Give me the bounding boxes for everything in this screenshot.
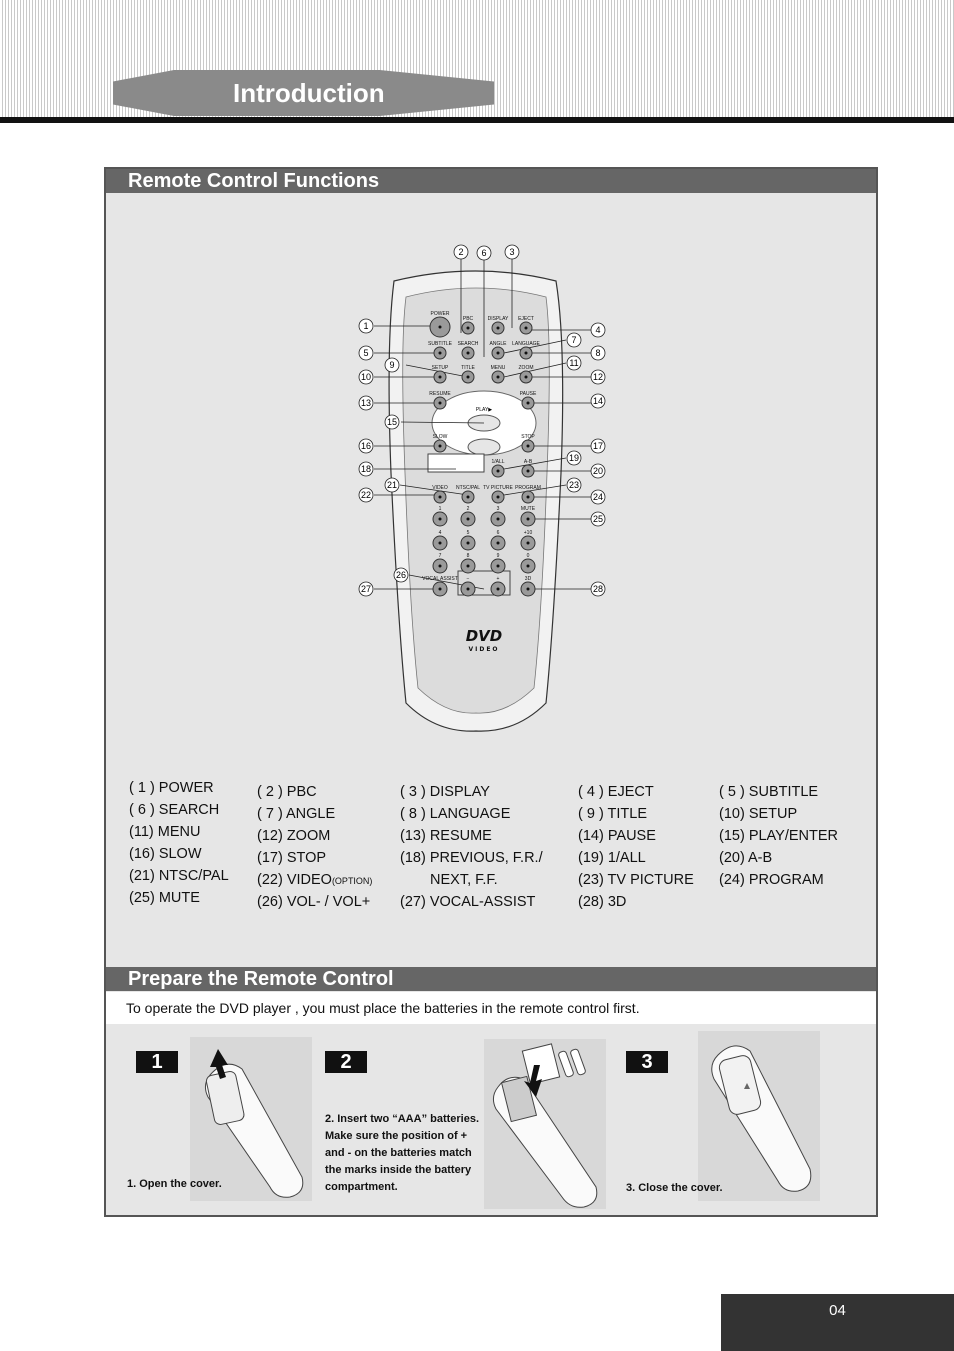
callout-c16: 16 — [360, 441, 372, 451]
number-n1-button-dot — [439, 518, 442, 521]
callout-c25: 25 — [592, 514, 604, 524]
callout-c28: 28 — [592, 584, 604, 594]
vol-plus-label: + — [496, 576, 500, 582]
number-plus10-label: +10 — [523, 530, 533, 536]
subtitle-label: SUBTITLE — [428, 341, 452, 347]
list-item: ( 2 ) PBC — [257, 784, 317, 800]
page-title: Introduction — [233, 78, 385, 108]
zoom-button-dot — [525, 376, 528, 379]
display-label: DISPLAY — [487, 316, 509, 322]
vocal-assist-button-dot — [439, 588, 442, 591]
step-3-badge: 3 — [626, 1051, 668, 1073]
list-item: (11) MENU — [129, 824, 201, 840]
callout-c19: 19 — [568, 453, 580, 463]
number-n4-button-dot — [439, 542, 442, 545]
number-n8-button-dot — [467, 565, 470, 568]
callout-c1: 1 — [363, 321, 369, 331]
setup-label: SETUP — [431, 365, 449, 371]
vocal-assist-label: VOCAL ASSIST — [422, 576, 458, 582]
title-label: TITLE — [461, 365, 475, 371]
tv-picture-button-dot — [497, 496, 500, 499]
vol-minus-label: − — [466, 576, 470, 582]
section-header-remote: Remote Control Functions — [106, 169, 876, 193]
prepare-intro: To operate the DVD player , you must place the batteries in the remote control first. — [106, 992, 876, 1024]
pbc-label: PBC — [462, 316, 474, 322]
number-n7-label: 7 — [438, 553, 442, 559]
functions-col-4 — [578, 781, 694, 913]
list-item: ( 4 ) EJECT — [578, 784, 654, 800]
callout-c20: 20 — [592, 466, 604, 476]
list-item: (21) NTSC/PAL — [129, 868, 229, 884]
step-1-caption: 1. Open the cover. — [127, 1178, 222, 1190]
functions-col-5 — [719, 781, 838, 891]
number-n6-button-dot — [497, 542, 500, 545]
resume-label: RESUME — [429, 391, 451, 397]
eject-label: EJECT — [518, 316, 534, 322]
pause-label: PAUSE — [519, 391, 537, 397]
list-item: (19) 1/ALL — [578, 850, 646, 866]
number-n6-label: 6 — [496, 530, 500, 536]
step-3-caption: 3. Close the cover. — [626, 1182, 723, 1194]
number-n8-label: 8 — [466, 553, 470, 559]
list-item: (23) TV PICTURE — [578, 872, 694, 888]
vol-plus-button-dot — [497, 588, 500, 591]
pause-button-dot — [527, 402, 530, 405]
stop-button-dot — [527, 445, 530, 448]
list-item: ( 9 ) TITLE — [578, 806, 648, 822]
callout-c8: 8 — [595, 348, 601, 358]
one-all-label: 1/ALL — [491, 459, 505, 465]
callout-c11: 11 — [569, 358, 579, 368]
list-item: (26) VOL- / VOL+ — [257, 894, 371, 910]
list-item: ( 8 ) LANGUAGE — [400, 806, 511, 822]
number-n9-button-dot — [497, 565, 500, 568]
step-3-image — [698, 1031, 820, 1201]
slow-button-dot — [439, 445, 442, 448]
title-button-dot — [467, 376, 470, 379]
number-n1-label: 1 — [438, 506, 442, 512]
callout-c2: 2 — [458, 247, 464, 257]
functions-col-2 — [257, 781, 372, 913]
dvd-video-logo: VIDEO — [468, 646, 500, 653]
stop-label: STOP — [521, 434, 535, 440]
callout-c14: 14 — [592, 396, 604, 406]
callout-c13: 13 — [360, 398, 372, 408]
number-n0-label: 0 — [526, 553, 530, 559]
power-button-dot — [439, 326, 442, 329]
step-1-badge: 1 — [136, 1051, 178, 1073]
section-header-prepare: Prepare the Remote Control — [106, 967, 876, 991]
callout-c4: 4 — [595, 325, 601, 335]
ab-label: A-B — [523, 459, 533, 465]
dvd-logo: DVD — [465, 627, 503, 645]
display-button-dot — [497, 327, 500, 330]
list-item: ( 3 ) DISPLAY — [400, 784, 490, 800]
list-item: (12) ZOOM — [257, 828, 331, 844]
ntsc-pal-label: NTSC/PAL — [455, 485, 481, 491]
list-item: (15) PLAY/ENTER — [719, 828, 838, 844]
video-label: VIDEO — [432, 485, 448, 491]
list-item: (27) VOCAL-ASSIST — [400, 894, 536, 910]
functions-col-1 — [129, 781, 229, 909]
number-n0-button-dot — [527, 565, 530, 568]
number-n2-button-dot — [467, 518, 470, 521]
callout-c12: 12 — [592, 372, 604, 382]
callout-c24: 24 — [592, 492, 604, 502]
angle-label: ANGLE — [489, 341, 507, 347]
play-label: PLAY▶ — [475, 407, 493, 413]
eject-button-dot — [525, 327, 528, 330]
list-item: (24) PROGRAM — [719, 872, 824, 888]
content-frame — [104, 167, 878, 1217]
list-item: (13) RESUME — [400, 828, 492, 844]
list-item: (17) STOP — [257, 850, 327, 866]
slow-label: SLOW — [432, 434, 448, 440]
three-d-button-dot — [527, 588, 530, 591]
video-button-dot — [439, 496, 442, 499]
number-plus10-button-dot — [527, 542, 530, 545]
callout-c10: 10 — [360, 372, 372, 382]
pbc-button-dot — [467, 327, 470, 330]
three-d-label: 3D — [524, 576, 532, 582]
number-n2-label: 2 — [466, 506, 470, 512]
callout-c18: 18 — [360, 464, 372, 474]
callout-c22: 22 — [360, 490, 372, 500]
list-item: NEXT, F.F. — [430, 872, 498, 888]
callout-c17: 17 — [592, 441, 604, 451]
power-label: POWER — [430, 311, 450, 317]
step-2-caption: 2. Insert two “AAA” batteries. Make sure the position of + and - on the batteries match the marks inside the battery compartment. — [325, 1113, 480, 1193]
mute-label: MUTE — [520, 506, 536, 512]
language-button-dot — [525, 352, 528, 355]
list-item: (16) SLOW — [129, 846, 202, 862]
page-number-box — [721, 1294, 954, 1351]
callout-c6: 6 — [481, 248, 487, 258]
step-2-image — [484, 1039, 606, 1209]
list-item: (22) VIDEO(OPTION) — [257, 872, 373, 888]
list-item: (28) 3D — [578, 894, 627, 910]
list-item: (14) PAUSE — [578, 828, 656, 844]
callout-c7: 7 — [571, 335, 577, 345]
callout-c26: 26 — [395, 570, 407, 580]
menu-label: MENU — [490, 365, 506, 371]
menu-button-dot — [497, 376, 500, 379]
subtitle-button-dot — [439, 352, 442, 355]
list-item: ( 7 ) ANGLE — [257, 806, 336, 822]
number-n3-button-dot — [497, 518, 500, 521]
callout-c27: 27 — [360, 584, 372, 594]
language-label: LANGUAGE — [512, 341, 540, 347]
list-item: ( 5 ) SUBTITLE — [719, 784, 819, 800]
header-rule — [0, 117, 954, 123]
ntsc-pal-button-dot — [467, 496, 470, 499]
number-n3-label: 3 — [496, 506, 500, 512]
callout-c3: 3 — [509, 247, 515, 257]
number-n7-button-dot — [439, 565, 442, 568]
list-item: (18) PREVIOUS, F.R./ — [400, 850, 543, 866]
list-item: ( 1 ) POWER — [129, 780, 214, 796]
callout-c23: 23 — [568, 480, 580, 490]
tv-picture-label: TV PICTURE — [483, 485, 513, 491]
callout-c15: 15 — [386, 417, 398, 427]
number-n9-label: 9 — [496, 553, 500, 559]
zoom-label: ZOOM — [518, 365, 534, 371]
page-number: 04 — [829, 1302, 846, 1319]
callout-c21: 21 — [386, 480, 398, 490]
number-n4-label: 4 — [438, 530, 442, 536]
callout-c5: 5 — [363, 348, 369, 358]
resume-button-dot — [439, 402, 442, 405]
number-n5-label: 5 — [466, 530, 470, 536]
remote-diagram — [106, 193, 876, 753]
vol-minus-button-dot — [467, 588, 470, 591]
list-item: (10) SETUP — [719, 806, 798, 822]
functions-col-3 — [400, 781, 543, 913]
list-item: ( 6 ) SEARCH — [129, 802, 220, 818]
step-2-badge: 2 — [325, 1051, 367, 1073]
list-item: (25) MUTE — [129, 890, 200, 906]
mute-button-dot — [527, 518, 530, 521]
program-button-dot — [527, 496, 530, 499]
number-n5-button-dot — [467, 542, 470, 545]
list-item: (20) A-B — [719, 850, 773, 866]
search-button-dot — [467, 352, 470, 355]
setup-button-dot — [439, 376, 442, 379]
program-label: PROGRAM — [515, 485, 541, 491]
callout-c9: 9 — [389, 360, 395, 370]
one-all-button-dot — [497, 470, 500, 473]
search-label: SEARCH — [457, 341, 479, 347]
ab-button-dot — [527, 470, 530, 473]
angle-button-dot — [497, 352, 500, 355]
